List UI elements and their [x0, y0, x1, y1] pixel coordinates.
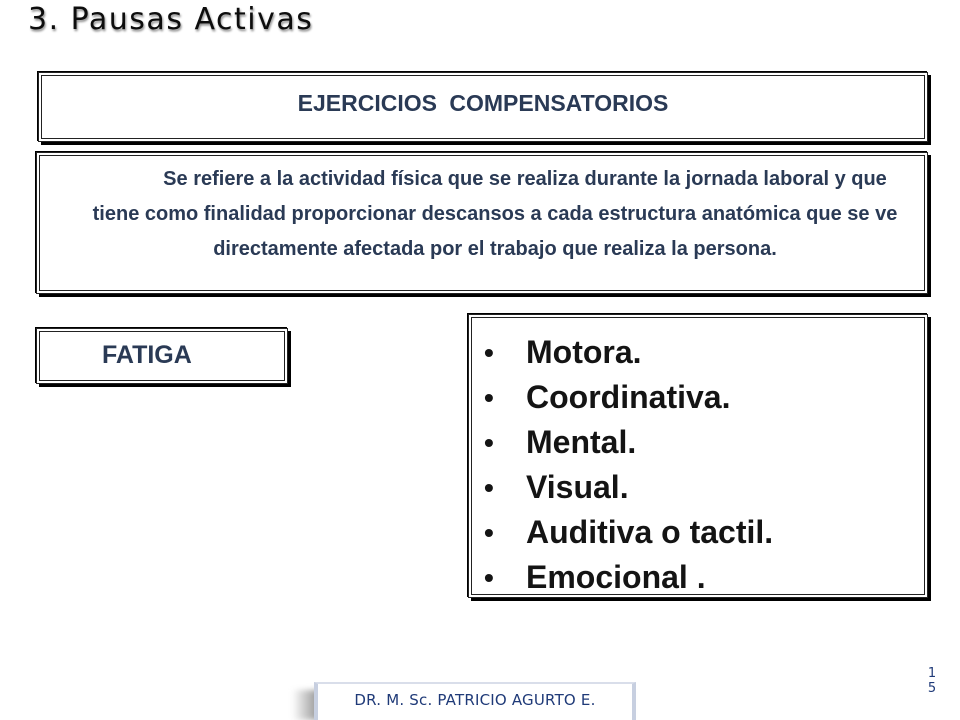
list-item	[482, 555, 924, 600]
fatigue-type-label: Mental.	[526, 424, 637, 460]
fatigue-label-box	[36, 328, 288, 384]
list-item	[482, 330, 924, 375]
list-item	[482, 420, 924, 465]
footer-box	[314, 682, 636, 720]
bullet-icon: •	[484, 427, 494, 458]
bullet-icon: •	[484, 382, 494, 413]
fatigue-type-label: Visual.	[526, 469, 629, 505]
fatigue-label: FATIGA	[102, 341, 192, 369]
bullet-icon: •	[484, 562, 494, 593]
list-item	[482, 375, 924, 420]
list-item	[482, 465, 924, 510]
slide-title: 3. Pausas Activas	[28, 2, 314, 37]
page-number-digit: 5	[927, 681, 937, 696]
header-title: EJERCICIOS COMPENSATORIOS	[297, 90, 669, 116]
page-number-digit: 1	[927, 666, 937, 681]
bullet-icon: •	[484, 472, 494, 503]
fatigue-type-label: Coordinativa.	[526, 379, 731, 415]
footer-author: DR. M. Sc. PATRICIO AGURTO E.	[354, 691, 596, 709]
definition-text: Se refiere a la actividad física que se realiza durante la jornada laboral y que tiene como finalidad proporcionar descansos a cada estructura anatómica que se ve directamente afectada por el trabajo que realiza la persona.	[92, 168, 898, 260]
bullet-icon: •	[484, 337, 494, 368]
fatigue-types-box	[468, 314, 928, 598]
fatigue-types-list	[472, 318, 924, 600]
bullet-icon: •	[484, 517, 494, 548]
fatigue-type-label: Emocional .	[526, 559, 706, 595]
fatigue-type-label: Motora.	[526, 334, 642, 370]
header-box	[38, 72, 928, 142]
list-item	[482, 510, 924, 555]
definition-box	[36, 152, 928, 294]
fatigue-type-label: Auditiva o tactil.	[526, 514, 774, 550]
page-number	[925, 666, 939, 696]
